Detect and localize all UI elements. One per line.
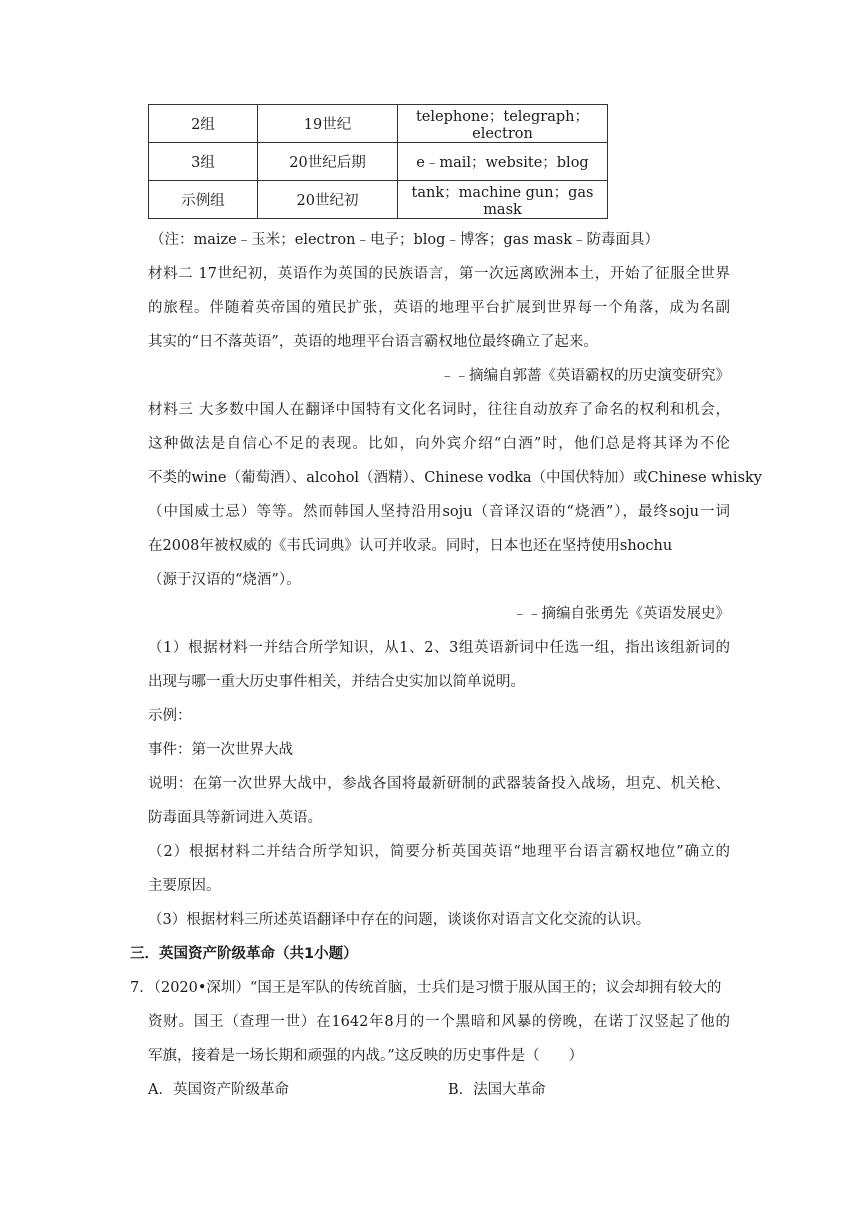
material2-line: 其实的“日不落英语”，英语的地理平台语言霸权地位最终确立了起来。 — [148, 334, 598, 350]
period-cell: 20世纪初 — [258, 181, 398, 219]
question3-line: （3）根据材料三所述英语翻译中存在的问题，谈谈你对语言文化交流的认识。 — [148, 912, 651, 928]
table-row — [149, 143, 608, 181]
question7-line: 军旗，接着是一场长期和顽强的内战。”这反映的历史事件是（ ） — [148, 1048, 584, 1064]
words-cell: e﹣mail；website；blog — [398, 143, 608, 181]
material3-source: ﹣﹣摘编自张勇先《英语发展史》 — [512, 606, 730, 622]
period-cell: 20世纪后期 — [258, 143, 398, 181]
table-note: （注：maize﹣玉米；electron﹣电子；blog﹣博客；gas mask﹣防毒面具） — [150, 232, 660, 248]
new-words-table — [148, 104, 608, 219]
group-cell: 示例组 — [149, 181, 258, 219]
question2-line: 主要原因。 — [148, 878, 221, 894]
example-event: 事件：第一次世界大战 — [148, 742, 293, 758]
period-cell: 19世纪 — [258, 105, 398, 143]
material3-line: 这种做法是自信心不足的表现。比如，向外宾介绍“白酒”时，他们总是将其译为不伦 — [148, 436, 730, 452]
material3-line: 不类的wine（葡萄酒）、alcohol（酒精）、Chinese vodka（中国伏特加）或Chinese whisky — [148, 470, 762, 486]
material3-line: （源于汉语的“烧酒”）。 — [148, 572, 301, 588]
group-cell: 2组 — [149, 105, 258, 143]
material3-line: 在2008年被权威的《韦氏词典》认可并收录。同时，日本也还在坚持使用shochu — [148, 538, 673, 554]
material2-line: 材料二 17世纪初，英语作为英国的民族语言，第一次远离欧洲本土，开始了征服全世界 — [148, 266, 730, 282]
example-explanation-line: 防毒面具等新词进入英语。 — [148, 810, 322, 826]
question2-line: （2）根据材料二并结合所学知识，简要分析英国英语“地理平台语言霸权地位”确立的 — [148, 844, 730, 860]
words-cell: tank；machine gun；gas mask — [398, 181, 608, 219]
table-row — [149, 105, 608, 143]
example-explanation-line: 说明：在第一次世界大战中，参战各国将最新研制的武器装备投入战场，坦克、机关枪、 — [148, 776, 730, 792]
group-cell: 3组 — [149, 143, 258, 181]
material3-line: 材料三 大多数中国人在翻译中国特有文化名词时，往往自动放弃了命名的权利和机会， — [148, 402, 730, 418]
section-heading: 三．英国资产阶级革命（共1小题） — [130, 946, 358, 962]
material3-line: （中国威士忌）等等。然而韩国人坚持沿用soju（音译汉语的“烧酒”），最终soju一词 — [148, 504, 730, 520]
question1-line: （1）根据材料一并结合所学知识，从1、2、3组英语新词中任选一组，指出该组新词的 — [148, 640, 730, 656]
question7-line: 7．（2020•深圳）“国王是军队的传统首脑，士兵们是习惯于服从国王的；议会却拥有较大的 — [130, 980, 722, 996]
question1-line: 出现与哪一重大历史事件相关，并结合史实加以简单说明。 — [148, 674, 525, 690]
material2-line: 的旅程。伴随着英帝国的殖民扩张，英语的地理平台扩展到世界每一个角落，成为名副 — [148, 300, 730, 316]
example-label: 示例： — [148, 708, 192, 724]
question7-line: 资财。国王（查理一世）在1642年8月的一个黑暗和风暴的傍晚，在诺丁汉竖起了他的 — [148, 1014, 730, 1030]
table-row — [149, 181, 608, 219]
material2-source: ﹣﹣摘编自郭蔷《英语霸权的历史演变研究》 — [440, 368, 730, 384]
option-b: B．法国大革命 — [448, 1082, 546, 1098]
option-a: A．英国资产阶级革命 — [148, 1082, 289, 1098]
words-cell: telephone；telegraph；electron — [398, 105, 608, 143]
